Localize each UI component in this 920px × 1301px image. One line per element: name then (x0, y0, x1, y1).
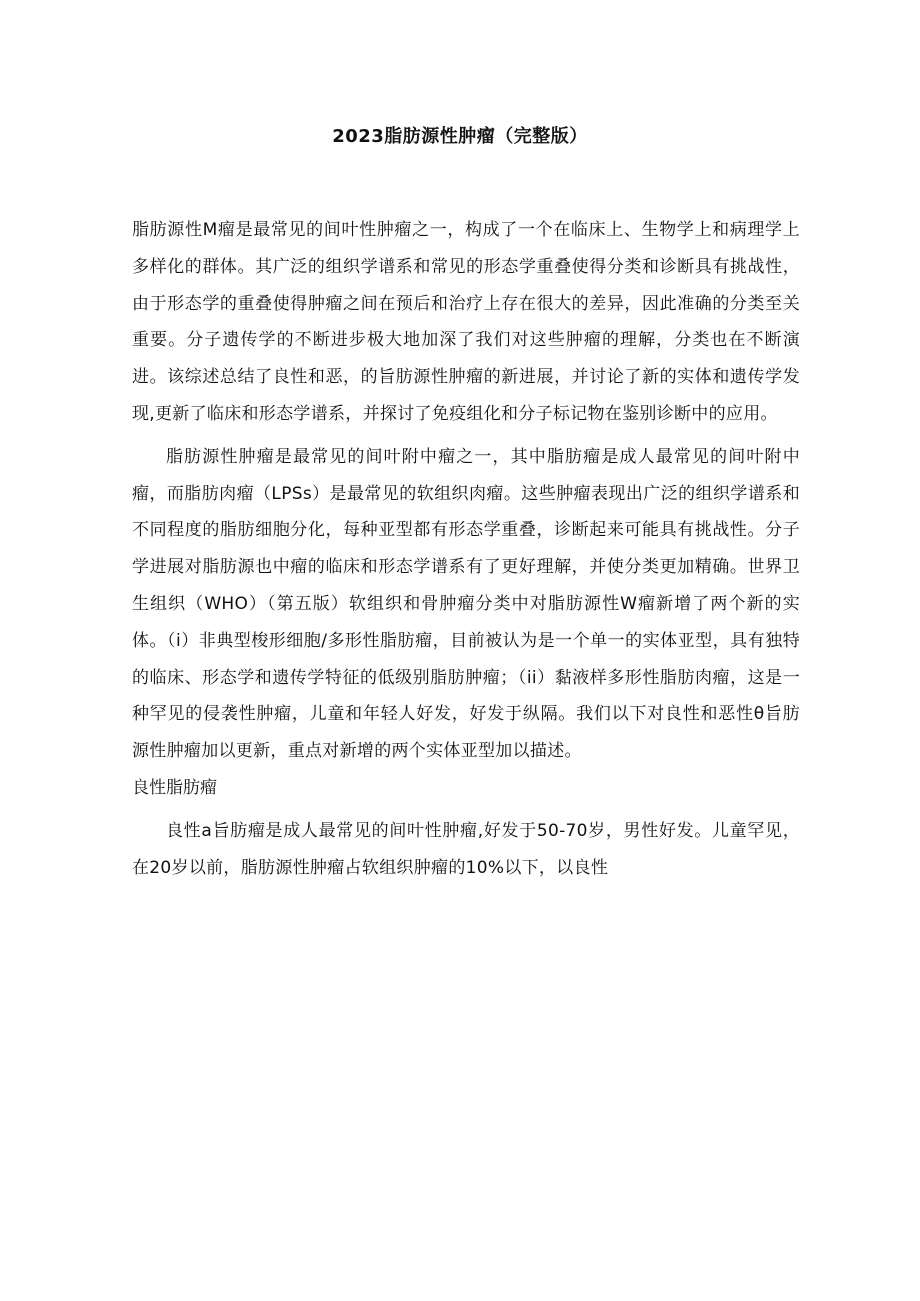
benign-lipoma-paragraph: 良性a旨肪瘤是成人最常见的间叶性肿瘤,好发于50-70岁，男性好发。儿童罕见，在20岁以前，脂肪源性肿瘤占软组织肿瘤的10%以下，以良性 (132, 820, 800, 878)
abstract-paragraph: 脂肪源性M瘤是最常见的间叶性肿瘤之一，构成了一个在临床上、生物学上和病理学上多样化的群体。其广泛的组织学谱系和常见的形态学重叠使得分类和诊断具有挑战性，由于形态学的重叠使得肿瘤之间在预后和治疗上存在很大的差异，因此准确的分类至关重要。分子遗传学的不断进步极大地加深了我们对这些肿瘤的理解，分类也在不断演进。该综述总结了良性和恶，的旨肪源性肿瘤的新进展，并讨论了新的实体和遗传学发现,更新了临床和形态学谱系，并探讨了免疫组化和分子标记物在鉴别诊断中的应用。 (132, 220, 800, 424)
intro-paragraph: 脂肪源性肿瘤是最常见的间叶附中瘤之一，其中脂肪瘤是成人最常见的间叶附中瘤，而脂肪肉瘤（LPSs）是最常见的软组织肉瘤。这些肿瘤表现出广泛的组织学谱系和不同程度的脂肪细胞分化，每种亚型都有形态学重叠，诊断起来可能具有挑战性。分子学进展对脂肪源也中瘤的临床和形态学谱系有了更好理解，并使分类更加精确。世界卫生组织（WHO）（第五版）软组织和骨肿瘤分类中对脂肪源性W瘤新增了两个新的实体。（i）非典型梭形细胞/多形性脂肪瘤，目前被认为是一个单一的实体亚型，具有独特的临床、形态学和遗传学特征的低级别脂肪肿瘤；（ii）黏液样多形性脂肪肉瘤，这是一种罕见的侵袭性肿瘤，儿童和年轻人好发，好发于纵隔。我们以下对良性和恶性θ旨肪源性肿瘤加以更新，重点对新增的两个实体亚型加以描述。 (132, 446, 800, 762)
section-heading-benign-lipoma: 良性脂肪瘤 (132, 777, 217, 798)
document-title: 2023脂肪源性肿瘤（完整版） (332, 126, 588, 147)
document-body (132, 212, 800, 886)
